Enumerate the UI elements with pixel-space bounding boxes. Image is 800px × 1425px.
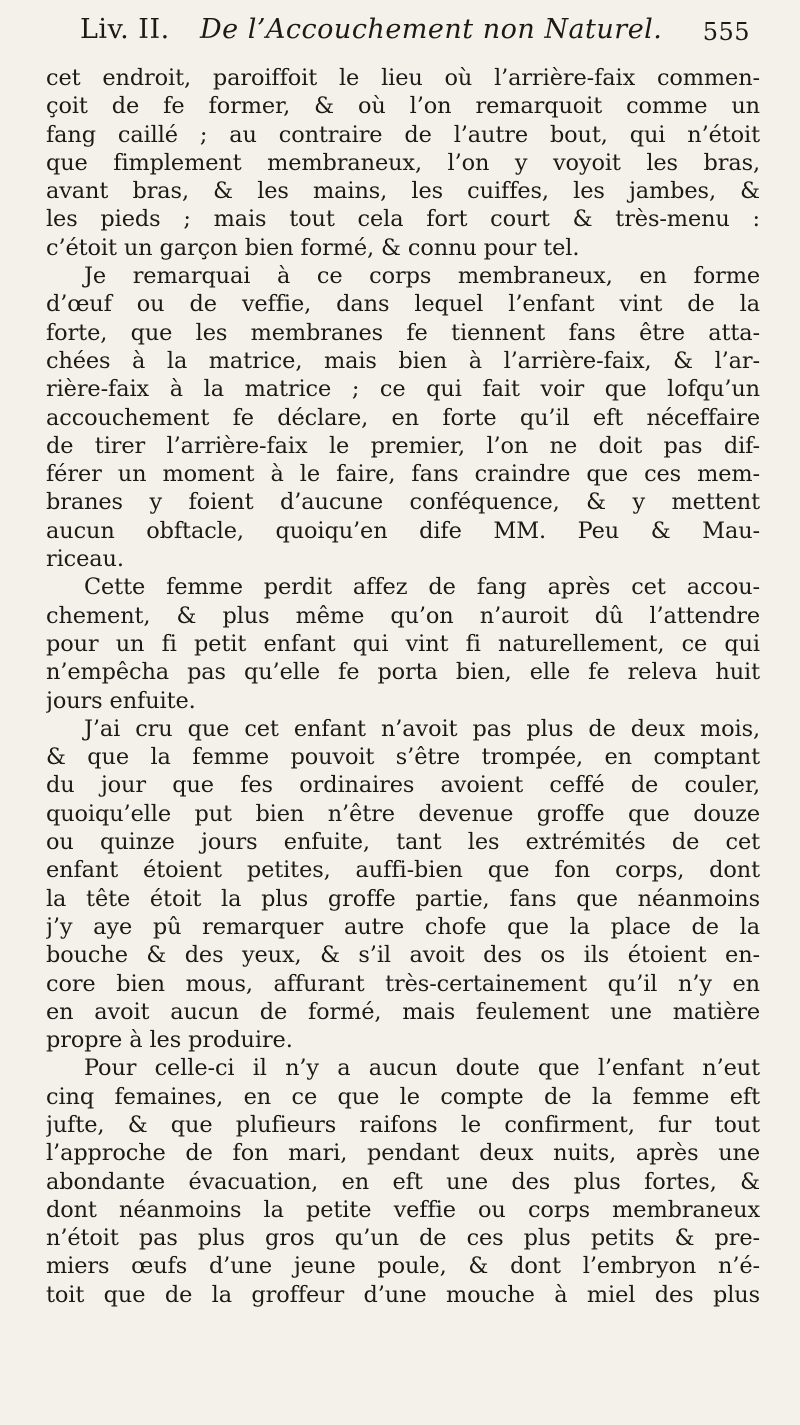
text-line: c’étoit un garçon bien formé, & connu pour tel. xyxy=(46,234,580,261)
text-line: miers œufs d’une jeune poule, & dont l’embryon n’é- xyxy=(46,1253,760,1280)
text-line: d’œuf ou de veffie, dans lequel l’enfant vint de la xyxy=(46,291,760,318)
text-line: core bien mous, affurant très-certainement qu’il n’y en xyxy=(46,970,760,997)
text-line: toit que de la groffeur d’une mouche à miel des plus xyxy=(46,1281,760,1308)
text-line: pour un fi petit enfant qui vint fi naturellement, ce qui xyxy=(46,630,760,657)
text-line: chement, & plus même qu’on n’auroit dû l’attendre xyxy=(46,602,760,629)
text-line: aucun obftacle, quoiqu’en dife MM. Peu & Mau- xyxy=(46,517,760,544)
text-line: accouchement fe déclare, en forte qu’il eft néceffaire xyxy=(46,404,760,431)
text-line: abondante évacuation, en eft une des plus fortes, & xyxy=(46,1168,760,1195)
text-line: quoiqu’elle put bien n’être devenue groffe que douze xyxy=(46,800,760,827)
book-section: Liv. II. xyxy=(80,14,170,45)
text-line: ou quinze jours enfuite, tant les extrémités de cet xyxy=(46,829,760,856)
text-line: cet endroit, paroiffoit le lieu où l’arrière-faix commen- xyxy=(46,65,760,91)
text-line: Je remarquai à ce corps membraneux, en forme xyxy=(84,263,760,290)
text-line: cinq femaines, en ce que le compte de la femme eft xyxy=(46,1083,760,1110)
text-line: les pieds ; mais tout cela fort court & très-menu : xyxy=(46,206,760,233)
text-line: riceau. xyxy=(46,546,124,573)
text-line: jufte, & que plufieurs raifons le confirment, fur tout xyxy=(46,1111,760,1138)
text-line: çoit de fe former, & où l’on remarquoit comme un xyxy=(46,93,760,120)
text-line: Pour celle-ci il n’y a aucun doute que l’enfant n’eut xyxy=(84,1055,760,1082)
paragraph xyxy=(46,715,760,1055)
text-line: J’ai cru que cet enfant n’avoit pas plus de deux mois, xyxy=(84,715,760,742)
page-number: 555 xyxy=(702,18,750,46)
text-line: rière-faix à la matrice ; ce qui fait voir que lofqu’un xyxy=(46,376,760,403)
text-line: du jour que fes ordinaires avoient ceffé de couler, xyxy=(46,772,760,799)
text-line: bouche & des yeux, & s’il avoit des os ils étoient en- xyxy=(46,942,760,969)
text-line: Cette femme perdit affez de fang après cet accou- xyxy=(84,574,760,601)
text-line: en avoit aucun de formé, mais feulement une matière xyxy=(46,998,760,1025)
text-line: & que la femme pouvoit s’être trompée, en comptant xyxy=(46,744,760,771)
body-text xyxy=(46,64,760,1309)
paragraph xyxy=(46,262,760,573)
text-line: n’empêcha pas qu’elle fe porta bien, elle fe releva huit xyxy=(46,659,760,686)
text-line: fang caillé ; au contraire de l’autre bout, qui n’étoit xyxy=(46,121,760,148)
text-line: la tête étoit la plus groffe partie, fans que néanmoins xyxy=(46,885,760,912)
text-line: l’approche de fon mari, pendant deux nuits, après une xyxy=(46,1140,760,1167)
paragraph xyxy=(46,573,760,714)
chapter-title: De l’Accouchement non Naturel. xyxy=(200,14,663,45)
text-line: n’étoit pas plus gros qu’un de ces plus petits & pre- xyxy=(46,1225,760,1252)
paragraph xyxy=(46,1054,760,1309)
running-head xyxy=(46,0,760,62)
paragraph xyxy=(46,64,760,262)
text-line: avant bras, & les mains, les cuiffes, les jambes, & xyxy=(46,178,760,205)
text-line: de tirer l’arrière-faix le premier, l’on ne doit pas dif- xyxy=(46,432,760,459)
text-line: férer un moment à le faire, fans craindre que ces mem- xyxy=(46,461,760,488)
text-line: jours enfuite. xyxy=(46,687,196,714)
text-line: enfant étoient petites, auffi-bien que fon corps, dont xyxy=(46,857,760,884)
text-line: propre à les produire. xyxy=(46,1027,293,1054)
text-line: dont néanmoins la petite veffie ou corps membraneux xyxy=(46,1196,760,1223)
text-line: forte, que les membranes fe tiennent fans être atta- xyxy=(46,319,760,346)
text-line: j’y aye pû remarquer autre chofe que la place de la xyxy=(46,913,760,940)
text-line: branes y foient d’aucune conféquence, & y mettent xyxy=(46,489,760,516)
text-line: chées à la matrice, mais bien à l’arrière-faix, & l’ar- xyxy=(46,347,760,374)
text-line: que fimplement membraneux, l’on y voyoit les bras, xyxy=(46,149,760,176)
